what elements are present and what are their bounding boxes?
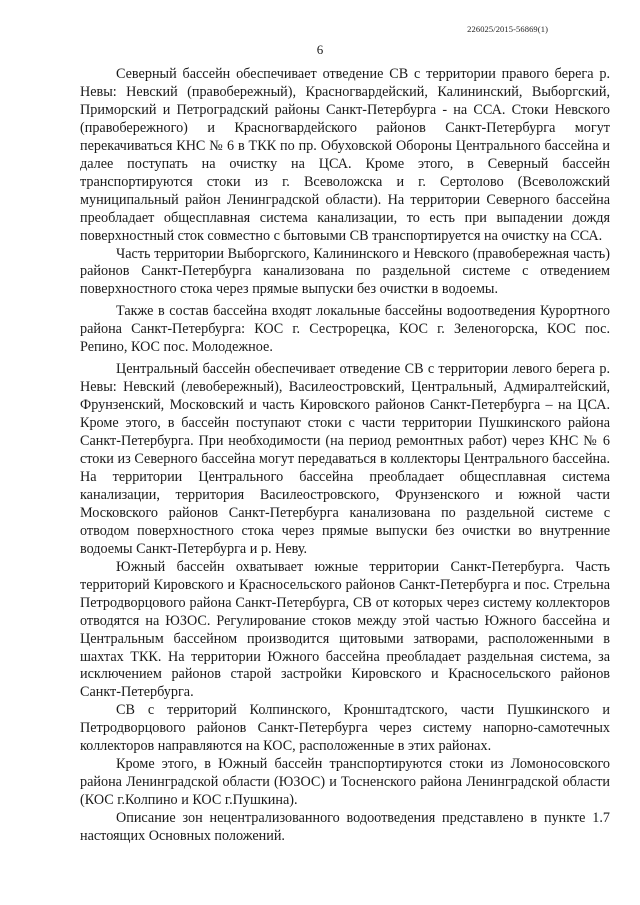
paragraph-kolpino-districts: СВ с территорий Колпинского, Кронштадтского, части Пушкинского и Петродворцового районов Санкт-Петербурга через систему напорно-самотечных коллекторов направляются на КОС, расположенные в этих районах. (80, 702, 610, 755)
paragraph-leningrad-region-sewage: Кроме этого, в Южный бассейн транспортируются стоки из Ломоносовского района Ленинградской области (ЮЗОС) и Тосненского района Ленинградской области (КОС г.Колпино и КОС г.Пушкина). (80, 756, 610, 809)
paragraph-central-basin: Центральный бассейн обеспечивает отведение СВ с территории левого берега р. Невы: Невский (левобережный), Василеостровский, Центральный, Адмиралтейский, Фрунзенский, Московский и часть Кировского районов Санкт-Петербурга – на ЦСА. Кроме этого, в бассейн поступают стоки с части территории Пушкинского района Санкт-Петербурга. При необходимости (на период ремонтных работ) через КНС № 6 стоки из Северного бассейна могут передаваться в коллекторы Центрального бассейна. На территории Центрального бассейна преобладает общесплавная система канализации, территория Василеостровского, Фрунзенского и южной части Московского районов Санкт-Петербурга канализована по раздельной системе с отводом поверхностного стока через прямые выпуски без очистки во внутренние водоемы Санкт-Петербурга и р. Неву. (80, 361, 610, 557)
document-number: 226025/2015-56869(1) (467, 24, 548, 34)
paragraph-local-basins: Также в состав бассейна входят локальные бассейны водоотведения Курортного района Санкт-Петербурга: КОС г. Сестрорецка, КОС г. Зеленогорска, КОС пос. Репино, КОС пос. Молодежное. (80, 303, 610, 356)
paragraph-separate-system-north: Часть территории Выборгского, Калининского и Невского (правобережная часть) районов Санкт-Петербурга канализована по раздельной системе с отведением поверхностного стока через прямые выпуски без очистки в водоемы. (80, 245, 610, 298)
paragraph-southern-basin: Южный бассейн охватывает южные территории Санкт-Петербурга. Часть территорий Кировского и Красносельского районов Санкт-Петербурга и пос. Стрельна Петродворцового района Санкт-Петербурга, СВ от которых через систему коллекторов отводятся на ЮЗОС. Регулирование стоков между этой частью Южного бассейна и Центральным бассейном производится щитовыми затворами, расположенными в шахтах ТКК. На территории Южного бассейна преобладает раздельная система, за исключением районов старой застройки Кировского и Красносельского районов Санкт-Петербурга. (80, 558, 610, 701)
paragraph-northern-basin: Северный бассейн обеспечивает отведение СВ с территории правого берега р. Невы: Невский (правобережный), Красногвардейский, Калининский, Выборгский, Приморский и Петроградский районы Санкт-Петербурга - на ССА. Стоки Невского (правобережного) и Красногвардейского районов Санкт-Петербурга могут перекачиваться КНС № 6 в ТКК по пр. Обуховской Обороны Центрального бассейна и далее поступать на очистку на ЦСА. Кроме этого, в Северный бассейн транспортируются стоки из г. Всеволожска и г. Сертолово (Всеволожский муниципальный район Ленинградской области). На территории Северного бассейна преобладает общесплавная система канализации, то есть при выпадении дождя поверхностный сток совместно с бытовыми СВ транспортируется на очистку на ССА. (80, 66, 610, 244)
page-number: 6 (316, 42, 324, 57)
paragraph-decentralized-zones: Описание зон нецентрализованного водоотведения представлено в пункте 1.7 настоящих Основных положений. (80, 810, 610, 845)
document-body (80, 66, 610, 846)
